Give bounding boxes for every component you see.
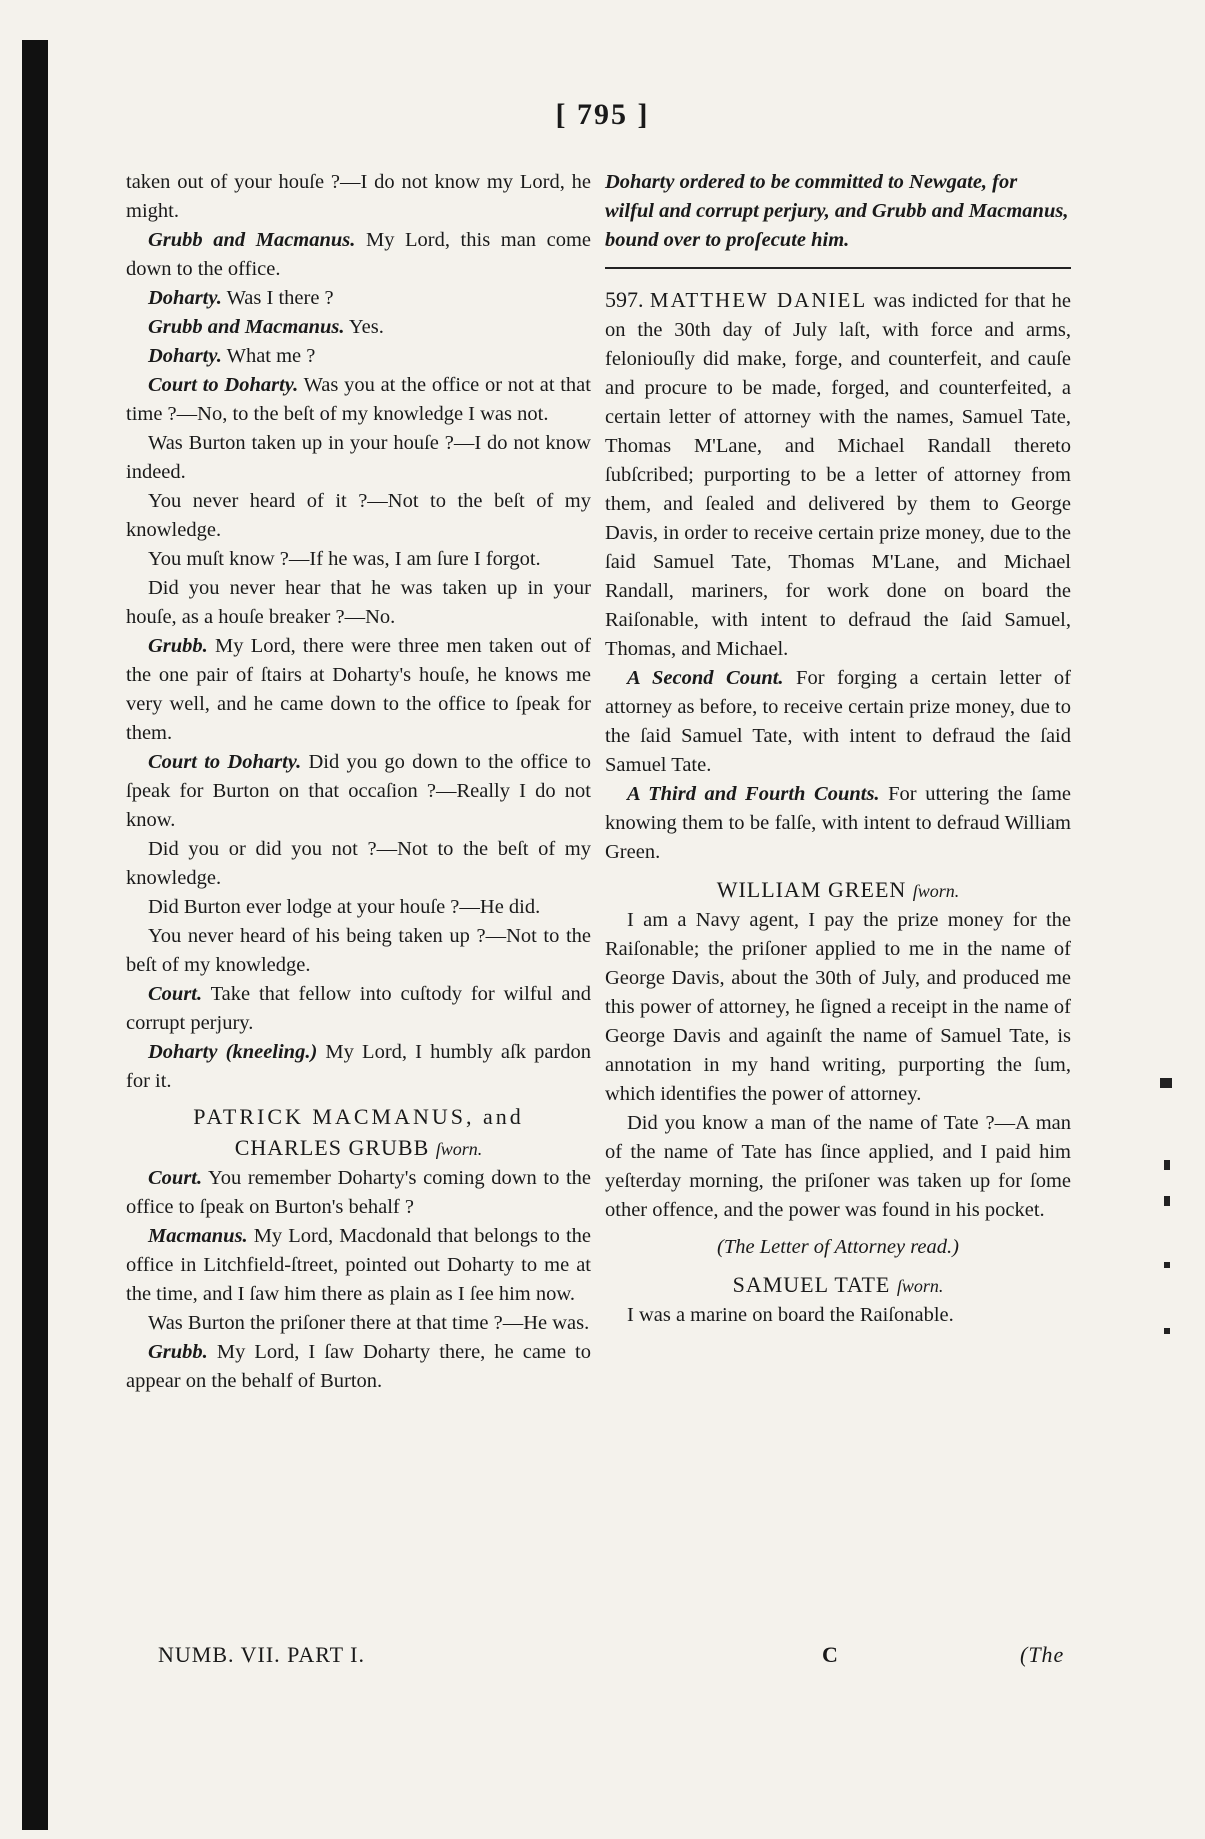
speech-paragraph <box>126 226 591 284</box>
testimony-paragraph: I am a Navy agent, I pay the prize money for the Raiſonable; the priſoner applied to me in the name of George Davis, about the 30th of July, and produced me this power of attorney, he ſigned a receipt in the name of George Davis and againſt the name of Samuel Tate, is annotation in my hand writing, purporting the ſum, which identifies the power of attorney. <box>605 909 1071 1105</box>
sworn-label: ſworn. <box>912 881 960 901</box>
speech-paragraph <box>126 1164 591 1222</box>
testimony-paragraph <box>126 545 591 574</box>
speaker-name: Court. <box>148 983 203 1005</box>
paragraph-text: Yes. <box>344 316 384 338</box>
speech-paragraph <box>126 1338 591 1396</box>
speech-paragraph <box>126 632 591 748</box>
witness-heading <box>126 1133 591 1164</box>
case-entry <box>605 285 1071 664</box>
paragraph-text: Did you or did you not ?—Not to the beſt of my knowledge. <box>126 838 591 889</box>
margin-mark <box>1164 1262 1170 1268</box>
margin-mark <box>1164 1328 1170 1334</box>
speech-paragraph <box>126 371 591 429</box>
count-label: A Third and Fourth Counts. <box>627 783 880 805</box>
speech-paragraph <box>126 342 591 371</box>
margin-mark <box>1160 1078 1172 1088</box>
testimony-paragraph <box>126 922 591 980</box>
witness-name: CHARLES GRUBB <box>234 1135 430 1160</box>
count-text: For forging a certain letter of attorney as before, to receive certain prize money, due to the ſaid Samuel Tate, with intent to defraud the ſaid Samuel Tate. <box>605 667 1071 776</box>
left-column <box>126 168 591 1396</box>
witness-name: SAMUEL TATE <box>732 1272 891 1297</box>
margin-mark <box>1164 1196 1170 1206</box>
sworn-label: ſworn. <box>435 1139 483 1159</box>
speaker-name: Grubb. <box>148 635 208 657</box>
count-label: A Second Count. <box>627 667 784 689</box>
count-paragraph <box>605 664 1071 780</box>
order-note: Doharty ordered to be committed to Newgate, for wilful and corrupt perjury, and Grubb and Macmanus, bound over to proſecute him. <box>605 171 1069 251</box>
count-text: For uttering the ſame knowing them to be falſe, with intent to defraud William Green. <box>605 783 1071 863</box>
speech-paragraph <box>126 1222 591 1309</box>
paragraph-text: You never heard of it ?—Not to the beſt of my knowledge. <box>126 490 591 541</box>
paragraph-text: You muſt know ?—If he was, I am ſure I forgot. <box>148 548 541 570</box>
section-divider <box>605 267 1071 269</box>
catchword: (The <box>1020 1642 1065 1667</box>
speaker-name: Grubb and Macmanus. <box>148 316 345 338</box>
testimony-paragraph <box>126 487 591 545</box>
paragraph-text: Did you never hear that he was taken up in your houſe, as a houſe breaker ?—No. <box>126 577 591 628</box>
witness-heading <box>605 1270 1071 1301</box>
paragraph-text: You remember Doharty's coming down to the office to ſpeak on Burton's behalf ? <box>126 1167 591 1218</box>
paragraph-text: My Lord, this man come down to the office. <box>126 229 591 280</box>
speaker-name: Doharty. <box>148 345 222 367</box>
speech-paragraph <box>126 980 591 1038</box>
sworn-label: ſworn. <box>896 1276 944 1296</box>
case-number: 597. <box>605 287 644 312</box>
speech-paragraph <box>126 1038 591 1096</box>
paragraph-text: taken out of your houſe ?—I do not know my Lord, he might. <box>126 171 591 222</box>
paragraph-text: What me ? <box>221 345 316 367</box>
right-column <box>605 168 1071 1330</box>
speaker-name: Grubb and Macmanus. <box>148 229 356 251</box>
testimony-paragraph: I was a marine on board the Raiſonable. <box>627 1304 954 1326</box>
paragraph-text: My Lord, there were three men taken out of the one pair of ſtairs at Doharty's houſe, he knows me very well, and he came down to the office to ſpeak for them. <box>126 635 591 744</box>
paragraph-text: Did you go down to the office to ſpeak for Burton on that occaſion ?—Really I do not know. <box>126 751 591 831</box>
speaker-name: Doharty. <box>148 287 222 309</box>
speaker-name: Grubb. <box>148 1341 208 1363</box>
footer-number-part: NUMB. VII. PART I. <box>158 1642 365 1667</box>
testimony-paragraph <box>126 1309 591 1338</box>
testimony-paragraph <box>126 893 591 922</box>
paragraph-text: Was Burton taken up in your houſe ?—I do not know indeed. <box>126 432 591 483</box>
witness-name: WILLIAM GREEN <box>716 877 907 902</box>
paragraph-text: My Lord, Macdonald that belongs to the office in Litchfield-ſtreet, pointed out Doharty to me at the time, and I ſaw him there as plain as I ſee him now. <box>126 1225 591 1305</box>
paragraph-text: My Lord, I ſaw Doharty there, he came to appear on the behalf of Burton. <box>126 1341 591 1392</box>
paragraph-text: Take that fellow into cuſtody for wilful and corrupt perjury. <box>126 983 591 1034</box>
defendant-name: MATTHEW DANIEL <box>649 288 868 312</box>
testimony-paragraph <box>126 168 591 226</box>
paragraph-text: Was Burton the priſoner there at that time ?—He was. <box>148 1312 590 1334</box>
testimony-paragraph <box>126 835 591 893</box>
witness-heading: PATRICK MACMANUS, and <box>193 1104 524 1129</box>
speech-paragraph <box>126 748 591 835</box>
page-number: [ 795 ] <box>555 98 650 131</box>
margin-mark <box>1164 1160 1170 1170</box>
paragraph-text: Did Burton ever lodge at your houſe ?—He did. <box>148 896 541 918</box>
witness-heading <box>605 875 1071 906</box>
paragraph-text: My Lord, I humbly aſk pardon for it. <box>126 1041 592 1092</box>
indictment-text: was indicted for that he on the 30th day of July laſt, with force and arms, feloniouſly did make, forge, and counterfeit, and cauſe and procure to be made, forged, and counterfeited, a certain letter of attorney with the names, Samuel Tate, Thomas M'Lane, and Michael Randall thereto ſubſcribed; purporting to be a letter of attorney from them, and ſealed and delivered by them to George Davis, in order to receive certain prize money, due to the ſaid Samuel Tate, Thomas M'Lane, and Michael Randall, mariners, for work done on board the Raiſonable, with intent to defraud the ſaid Samuel, Thomas, and Michael. <box>605 290 1071 660</box>
speaker-name: Macmanus. <box>148 1225 248 1247</box>
paragraph-text: Was I there ? <box>221 287 334 309</box>
paragraph-text: You never heard of his being taken up ?—Not to the beſt of my knowledge. <box>126 925 591 976</box>
letter-read-note: (The Letter of Attorney read.) <box>717 1236 959 1258</box>
speaker-name: Court to Doharty. <box>148 374 299 396</box>
speaker-name: Court. <box>148 1167 203 1189</box>
testimony-paragraph <box>126 574 591 632</box>
paragraph-text: Was you at the office or not at that time ?—No, to the beſt of my knowledge I was not. <box>126 374 591 425</box>
speaker-name: Court to Doharty. <box>148 751 302 773</box>
speaker-name: Doharty (kneeling.) <box>148 1041 318 1063</box>
testimony-paragraph: Did you know a man of the name of Tate ?—A man of the name of Tate has ſince applied, and I paid him yeſterday morning, the priſoner was taken up for ſome other offence, and the power was found in his pocket. <box>605 1112 1071 1221</box>
speech-paragraph <box>126 284 591 313</box>
speech-paragraph <box>126 313 591 342</box>
signature-mark: C <box>822 1642 839 1667</box>
book-spine-shadow <box>22 40 48 1830</box>
testimony-paragraph <box>126 429 591 487</box>
count-paragraph <box>605 780 1071 867</box>
